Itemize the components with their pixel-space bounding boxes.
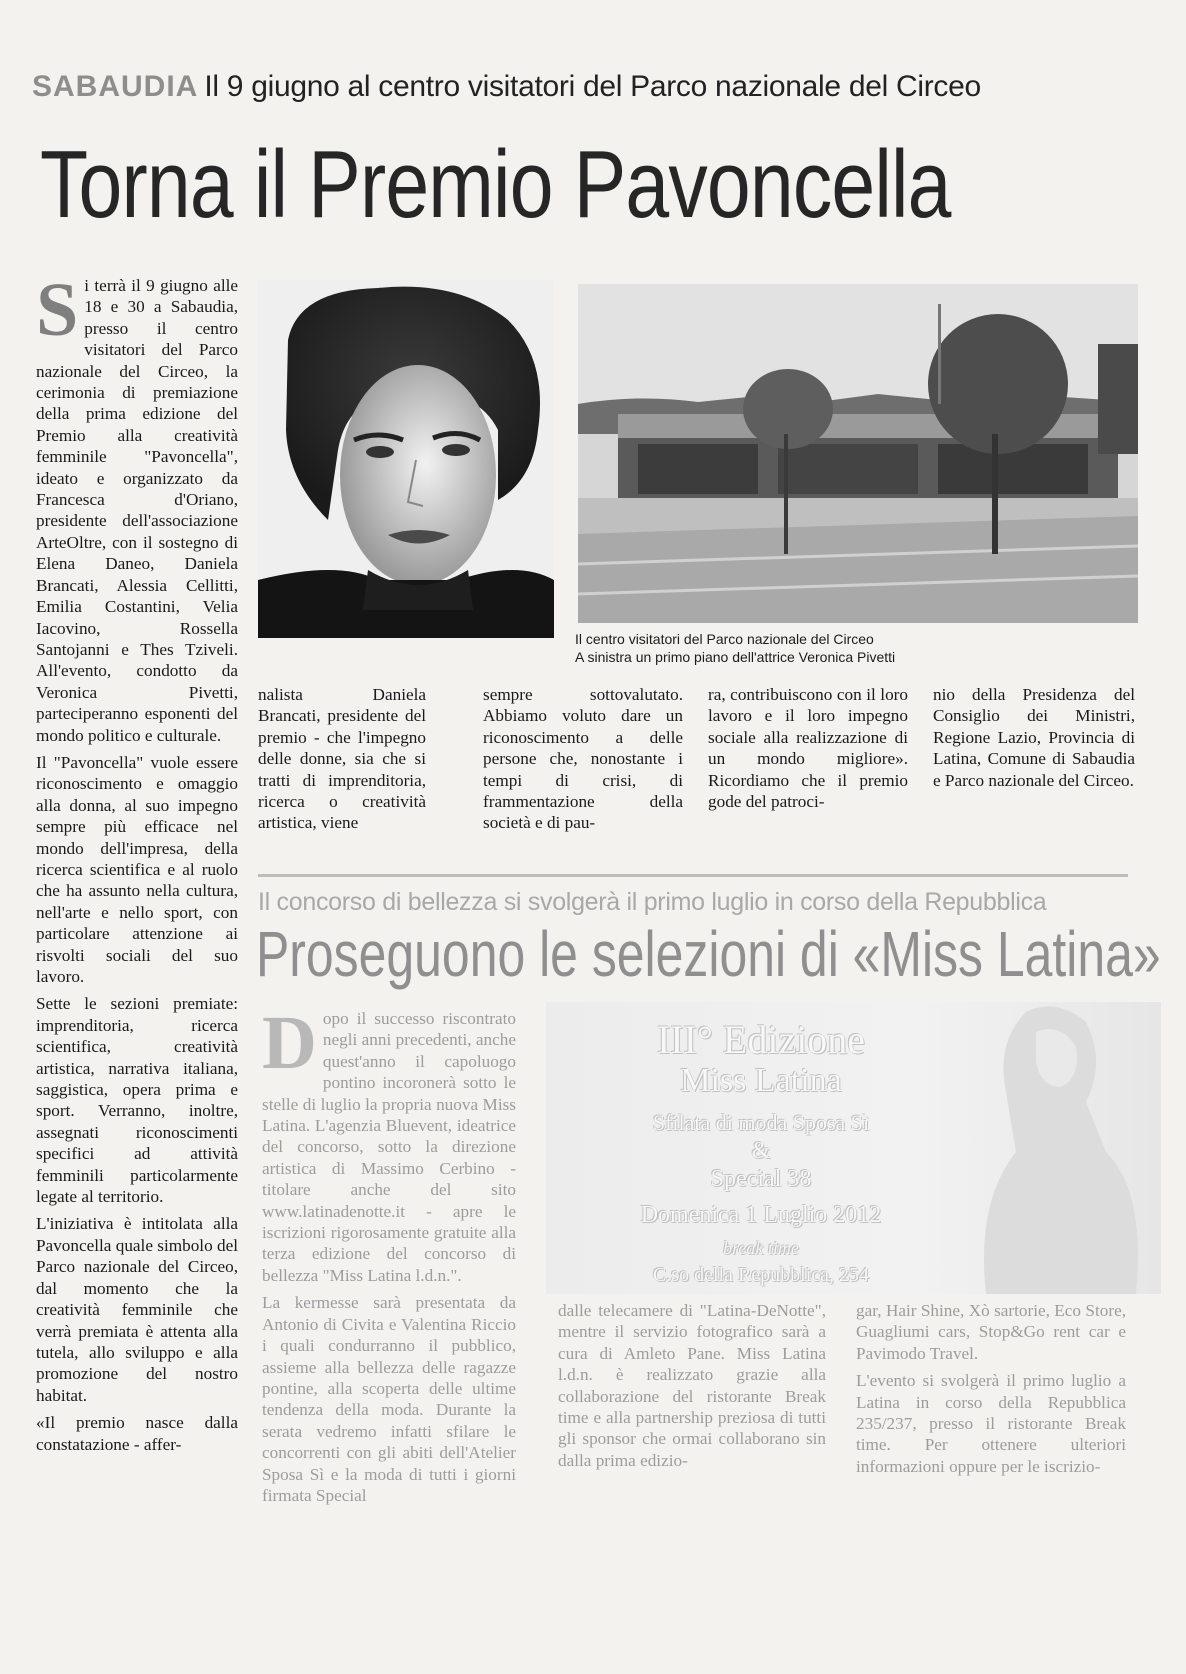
kicker-text: Il 9 giugno al centro visitatori del Parco nazionale del Circeo [204, 70, 981, 103]
article2-headline: Proseguono le selezioni di «Miss Latina» [256, 918, 1161, 990]
kicker-place: SABAUDIA [32, 70, 199, 103]
poster-title: Miss Latina [680, 1062, 842, 1099]
photo-caption [575, 630, 1135, 666]
article1-column-3-text: sempre sottovalutato. Abbiamo voluto dare un riconoscimento a delle persone che, nonostante i tempi di crisi, di frammentazione della società e di pau- [483, 685, 683, 833]
article1-column-2-text: nalista Daniela Brancati, presidente del premio - che l'impegno delle donne, sia che si tratti di imprenditoria, ricerca o creatività artistica, viene [258, 685, 426, 833]
article1-kicker [32, 70, 1162, 104]
poster-date: Domenica 1 Luglio 2012 [640, 1202, 882, 1228]
article1-column-5 [933, 684, 1135, 797]
visitor-center-photo [578, 284, 1138, 623]
poster-ampersand: & [751, 1138, 771, 1164]
visitor-center-image [578, 284, 1138, 623]
event-poster [546, 1002, 1161, 1294]
article1-column-1 [36, 268, 238, 1461]
poster-special: Special 38 [710, 1166, 812, 1192]
poster-address: C.so della Repubblica, 254 [652, 1264, 870, 1286]
portrait-photo [258, 280, 554, 638]
article1-paragraph-4: L'iniziativa è intitolata alla Pavoncella quale simbolo del Parco nazionale del Circeo, dal momento che la creatività femminile che verrà premiata è attenta alla tutela, allo sviluppo e alla promozione del nostro habitat. [36, 1214, 238, 1405]
article2-column-3-text-2: L'evento si svolgerà il primo luglio a Latina in corso della Repubblica 235/237, presso il ristorante Break time. Per ottenere ulteriori informazioni oppure per le iscrizio- [856, 1371, 1126, 1476]
article2-column-3 [856, 1300, 1126, 1483]
article1-column-2 [258, 684, 426, 840]
poster-fashion-show: Sfilata di moda Sposa Sì [652, 1110, 870, 1135]
dropcap: S [36, 268, 79, 352]
article2-column-1 [262, 1001, 516, 1512]
article2-paragraph-2: La kermesse sarà presentata da Antonio di Civita e Valentina Riccio i quali condurranno il pubblico, assieme alla bellezza delle ragazze pontine, alla scoperta delle ultime tendenza della moda. Durante la serata vedremo infatti sfilare le concorrenti con gli abiti dell'Atelier Sposa Sì e la moda di tutti i giorni firmata Special [262, 1293, 516, 1505]
article2-paragraph-1: opo il successo riscontrato negli anni precedenti, anche quest'anno il capoluogo pontino incoronerà sotto le stelle di luglio la propria nuova Miss Latina. L'agenzia Bluevent, ideatrice del concorso, sotto la direzione artistica di Massimo Cerbino - titolare anche del sito www.latinadenotte.it - apre le iscrizioni rigorosamente gratuite alla terza edizione del concorso di bellezza "Miss Latina l.d.n.". [262, 1009, 516, 1285]
article1-column-3 [483, 684, 683, 840]
article1-paragraph-1: i terrà il 9 giugno alle 18 e 30 a Sabaudia, presso il centro visitatori del Parco nazionale del Circeo, la cerimonia di premiazione della prima edizione del Premio alla creatività femminile "Pavoncella", ideato e organizzato da Francesca d'Oriano, presidente dell'associazione ArteOltre, con il sostegno di Elena Daneo, Daniela Brancati, Alessia Cellitti, Emilia Costantini, Velia Iacovino, Rossella Santojanni e Thes Tziveli. All'evento, condotto da Veronica Pivetti, parteciperanno esponenti del mondo politico e culturale. [36, 276, 238, 745]
section-divider [258, 874, 1128, 877]
poster-break-time-logo: break time [723, 1238, 799, 1258]
article1-paragraph-5: «Il premio nasce dalla constatazione - affer- [36, 1413, 238, 1454]
caption-line-2: A sinistra un primo piano dell'attrice Veronica Pivetti [575, 649, 896, 665]
article2-kicker: Il concorso di bellezza si svolgerà il primo luglio in corso della Repubblica [258, 888, 1047, 916]
poster-model-silhouette [946, 1002, 1161, 1294]
article2-column-3-text: gar, Hair Shine, Xò sartorie, Eco Store, Guagliumi cars, Stop&Go rent car e Pavimodo Travel. [856, 1301, 1126, 1363]
portrait-image [258, 280, 554, 638]
poster-edition: III° Edizione [656, 1017, 866, 1062]
dropcap: D [262, 1001, 317, 1085]
article1-column-5-text: nio della Presidenza del Consiglio dei Ministri, Regione Lazio, Provincia di Latina, Comune di Sabaudia e Parco nazionale del Circeo. [933, 685, 1135, 790]
caption-line-1: Il centro visitatori del Parco nazionale del Circeo [575, 631, 874, 647]
article1-headline: Torna il Premio Pavoncella [40, 131, 951, 238]
article2-column-2 [558, 1300, 826, 1477]
article2-column-2-text: dalle telecamere di "Latina-DeNotte", mentre il servizio fotografico sarà a cura di Amleto Pane. Miss Latina l.d.n. è realizzato grazie alla collaborazione del ristorante Break time e alla partnership preziosa di tutti gli sponsor che ormai collaborano sin dalla prima edizio- [558, 1301, 826, 1470]
article1-paragraph-3: Sette le sezioni premiate: imprenditoria, ricerca scientifica, creatività artistica, narrativa italiana, saggistica, opera prima e sport. Verranno, inoltre, assegnati riconoscimenti specifici ad attività femminili particolarmente legate al territorio. [36, 994, 238, 1207]
article1-column-4-text: ra, contribuiscono con il loro lavoro e il loro impegno sociale alla realizzazione di un mondo migliore». Ricordiamo che il premio gode del patroci- [708, 685, 908, 812]
article1-paragraph-2: Il "Pavoncella" vuole essere riconoscimento e omaggio alla donna, al suo impegno sempre più efficace nel mondo dell'impresa, della ricerca scientifica e al ruolo che ha assunto nella cultura, nell'arte e nello sport, con particolare attenzione ai risvolti sociali del suo lavoro. [36, 752, 238, 986]
article1-column-4 [708, 684, 908, 818]
